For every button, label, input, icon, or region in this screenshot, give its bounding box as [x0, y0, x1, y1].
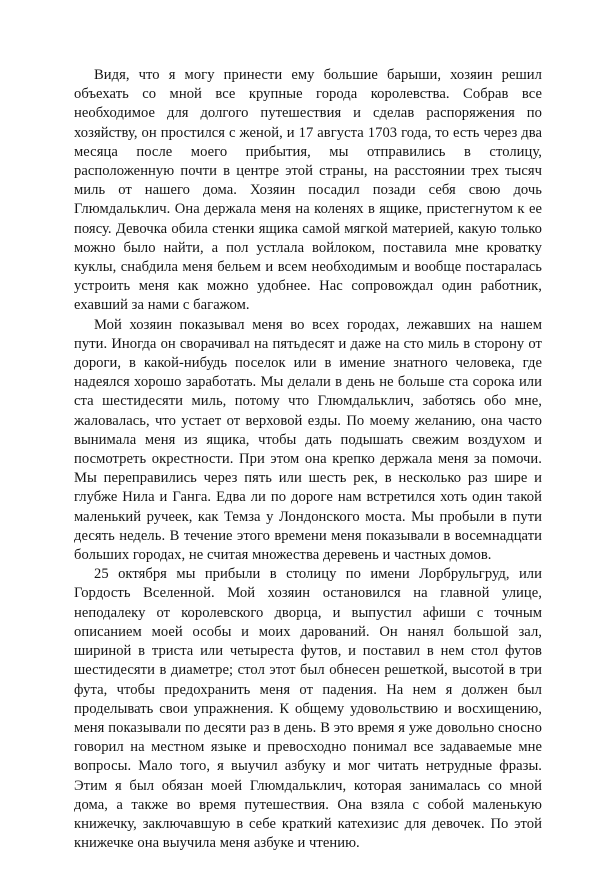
paragraph-capital: 25 октября мы прибыли в столицу по имени Лорбрульгруд, или Гордость Вселенной. Мой хозяин остановился на главной улице, неподалеку от королевского дворца, и выпустил афиши с точным описанием моей особы и моих дарований. Он нанял большой зал, шириной в триста или четыреста футов, и поставил в нем стол футов шестидесяти в диаметре; стол этот был обнесен решеткой, высотой в три фута, чтобы предохранить меня от падения. На нем я должен был проделывать свои упражнения. К общему удовольствию и восхищению, меня показывали по десяти раз в день. В это время я уже довольно сносно говорил на местном языке и превосходно понимал все задаваемые мне вопросы. Мало того, я выучил азбуку и мог читать нетрудные фразы. Этим я был обязан моей Глюмдальклич, которая занималась со мной дома, а также во время путешествия. Она взяла с собой маленькую книжечку, заключавшую в себе краткий катехизис для девочек. По этой книжечке она выучила меня азбуке и чтению.	[74, 566, 542, 852]
paragraph-towns: Мой хозяин показывал меня во всех городах, лежавших на нашем пути. Иногда он сворачивал на пятьдесят и даже на сто миль в сторону от дороги, в какой-нибудь поселок или в имение знатного человека, где надеялся хорошо заработать. Мы делали в день не больше ста сорока или ста шестидесяти миль, потому что Глюмдальклич, заботясь обо мне, жаловалась, что устает от верховой езды. По моему желанию, она часто вынимала меня из ящика, чтобы дать подышать свежим воздухом и посмотреть окрестности. При этом она крепко держала меня за помочи. Мы переправились через пять или шесть рек, в несколько раз шире и глубже Нила и Ганга. Едва ли по дороге нам встретился хоть один такой маленький ручеек, как Темза у Лондонского моста. Мы пробыли в пути десять недель. В течение этого времени меня показывали в восемнадцати больших городах, не считая множества деревень и частных домов.	[74, 316, 542, 564]
paragraph-journey: Видя, что я могу принести ему большие барыши, хозяин решил объехать со мной все крупные города королевства. Собрав все необходимое для долгого путешествия и сделав распоряжения по хозяйству, он простился с женой, и 17 августа 1703 года, то есть через два месяца после моего прибытия, мы отправились в столицу, расположенную почти в центре этой страны, на расстоянии трех тысяч миль от нашего дома. Хозяин посадил позади себя свою дочь Глюмдальклич. Она держала меня на коленях в ящике, пристегнутом к ее поясу. Девочка обила стенки ящика самой мягкой материей, какую только можно было найти, а пол устлала войлоком, поставила мне кроватку куклы, снабдила меня бельем и всем необходимым и вообще постаралась устроить меня как можно удобнее. Нас сопровождал один работник, ехавший за нами с багажом.	[74, 67, 542, 314]
book-page	[74, 66, 542, 853]
